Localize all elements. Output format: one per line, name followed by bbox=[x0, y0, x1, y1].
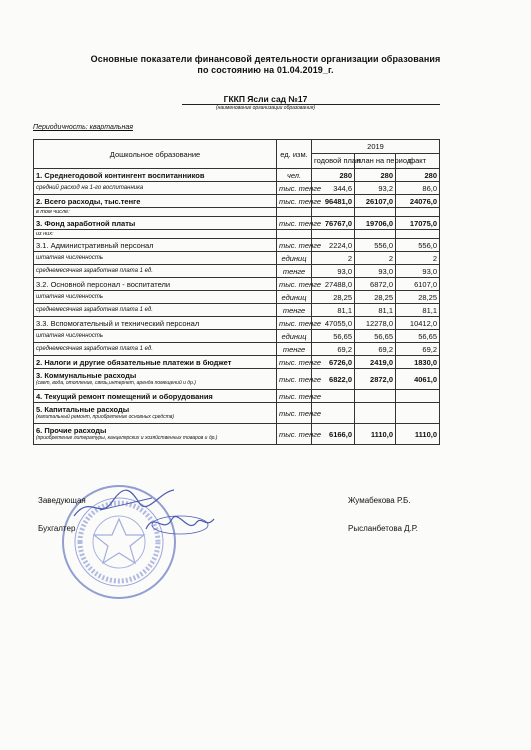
row-note: (капитальный ремонт, приобретение основных средств) bbox=[36, 414, 175, 420]
row-fact: 28,25 bbox=[396, 291, 440, 304]
table-row bbox=[34, 291, 440, 304]
row-plan-period: 12278,0 bbox=[355, 317, 396, 330]
row-unit: тенге bbox=[277, 304, 312, 317]
row-name: в том числе: bbox=[36, 209, 70, 215]
accountant-label: Бухгалтер bbox=[38, 524, 76, 533]
row-plan-year: 96481,0 bbox=[312, 195, 355, 208]
row-unit: единиц bbox=[277, 252, 312, 265]
row-plan-year: 56,65 bbox=[312, 330, 355, 343]
table-row bbox=[34, 317, 440, 330]
row-plan-period: 28,25 bbox=[355, 291, 396, 304]
row-name-cell bbox=[34, 230, 277, 239]
row-unit: тыс. тенге bbox=[277, 424, 312, 445]
row-unit: тенге bbox=[277, 343, 312, 356]
row-plan-year bbox=[312, 208, 355, 217]
row-name-cell bbox=[34, 317, 277, 330]
row-plan-period: 81,1 bbox=[355, 304, 396, 317]
row-plan-period: 26107,0 bbox=[355, 195, 396, 208]
row-plan-year: 28,25 bbox=[312, 291, 355, 304]
row-unit: тыс. тенге bbox=[277, 390, 312, 403]
row-name-cell bbox=[34, 424, 277, 445]
row-name-cell bbox=[34, 390, 277, 403]
row-plan-year bbox=[312, 230, 355, 239]
row-fact: 280 bbox=[396, 169, 440, 182]
organization-name: ГККП Ясли сад №17 bbox=[223, 94, 308, 104]
row-plan-period bbox=[355, 403, 396, 424]
table-row bbox=[34, 169, 440, 182]
row-name-cell bbox=[34, 182, 277, 195]
table-row bbox=[34, 356, 440, 369]
row-unit: тыс. тенге bbox=[277, 317, 312, 330]
header-name: Дошкольное образование bbox=[34, 140, 277, 169]
row-unit: тыс. тенге bbox=[277, 239, 312, 252]
header-plan-period: план на период bbox=[355, 153, 396, 168]
row-unit bbox=[277, 208, 312, 217]
row-plan-year: 6822,0 bbox=[312, 369, 355, 390]
row-name-cell bbox=[34, 265, 277, 278]
row-plan-year: 280 bbox=[312, 169, 355, 182]
row-plan-period: 556,0 bbox=[355, 239, 396, 252]
row-name-cell bbox=[34, 291, 277, 304]
row-name: штатная численность bbox=[36, 293, 104, 300]
row-name-cell bbox=[34, 208, 277, 217]
row-unit: тыс. тенге bbox=[277, 182, 312, 195]
row-name: средний расход на 1-го воспитанника bbox=[36, 184, 144, 191]
header-plan-year: годовой план bbox=[312, 153, 355, 168]
row-plan-period: 2 bbox=[355, 252, 396, 265]
row-name: штатная численность bbox=[36, 254, 104, 261]
row-plan-year: 81,1 bbox=[312, 304, 355, 317]
row-unit: тыс. тенге bbox=[277, 278, 312, 291]
row-fact: 6107,0 bbox=[396, 278, 440, 291]
row-fact: 4061,0 bbox=[396, 369, 440, 390]
row-name-cell bbox=[34, 304, 277, 317]
organization-note: (наименование организации образования) bbox=[215, 105, 316, 111]
row-plan-period bbox=[355, 230, 396, 239]
row-plan-year: 76767,0 bbox=[312, 217, 355, 230]
row-name-cell bbox=[34, 239, 277, 252]
row-name-cell bbox=[34, 369, 277, 390]
row-fact: 56,65 bbox=[396, 330, 440, 343]
row-name: 5. Капитальные расходы bbox=[36, 405, 130, 414]
row-plan-period bbox=[355, 208, 396, 217]
row-fact bbox=[396, 208, 440, 217]
table-row bbox=[34, 390, 440, 403]
row-fact: 86,0 bbox=[396, 182, 440, 195]
table-body bbox=[34, 169, 440, 445]
row-plan-period: 6872,0 bbox=[355, 278, 396, 291]
table-row bbox=[34, 369, 440, 390]
row-name: 3. Фонд заработной платы bbox=[36, 218, 136, 228]
accountant-name: Рысланбетова Д.Р. bbox=[348, 524, 418, 533]
table-row bbox=[34, 230, 440, 239]
row-name-cell bbox=[34, 403, 277, 424]
row-name-cell bbox=[34, 217, 277, 230]
row-plan-period: 2872,0 bbox=[355, 369, 396, 390]
row-plan-year: 6726,0 bbox=[312, 356, 355, 369]
row-plan-year: 344,6 bbox=[312, 182, 355, 195]
table-row bbox=[34, 252, 440, 265]
row-unit: тенге bbox=[277, 265, 312, 278]
row-unit bbox=[277, 230, 312, 239]
header-unit: ед. изм. bbox=[277, 140, 312, 169]
accountant-signature-icon bbox=[140, 505, 220, 539]
row-name: из них: bbox=[36, 231, 54, 237]
row-name-cell bbox=[34, 343, 277, 356]
head-label: Заведующая bbox=[38, 496, 86, 505]
row-name: 3.3. Вспомогательный и технический персонал bbox=[36, 318, 200, 328]
row-plan-year: 27488,0 bbox=[312, 278, 355, 291]
row-name: 3. Коммунальные расходы bbox=[36, 371, 137, 380]
financial-indicators-table bbox=[33, 139, 440, 445]
table-row bbox=[34, 278, 440, 291]
row-name: 4. Текущий ремонт помещений и оборудования bbox=[36, 391, 213, 401]
row-plan-period: 19706,0 bbox=[355, 217, 396, 230]
row-name: среднемесячная заработная плата 1 ед. bbox=[36, 345, 153, 352]
row-fact: 24076,0 bbox=[396, 195, 440, 208]
row-plan-period: 56,65 bbox=[355, 330, 396, 343]
row-name-cell bbox=[34, 252, 277, 265]
row-name: среднемесячная заработная плата 1 ед. bbox=[36, 306, 153, 313]
table-row bbox=[34, 330, 440, 343]
head-name: Жумабекова Р.Б. bbox=[348, 496, 411, 505]
document-title-line2: по состоянию на 01.04.2019_г. bbox=[197, 65, 334, 75]
row-name-cell bbox=[34, 330, 277, 343]
row-name-cell bbox=[34, 195, 277, 208]
table-header-row-1 bbox=[34, 140, 440, 154]
row-name: среднемесячная заработная плата 1 ед. bbox=[36, 267, 153, 274]
row-fact: 556,0 bbox=[396, 239, 440, 252]
row-name: 2. Всего расходы, тыс.тенге bbox=[36, 196, 141, 206]
row-unit: тыс. тенге bbox=[277, 195, 312, 208]
row-name: штатная численность bbox=[36, 332, 104, 339]
row-unit: тыс. тенге bbox=[277, 217, 312, 230]
row-plan-year: 2 bbox=[312, 252, 355, 265]
row-unit: чел. bbox=[277, 169, 312, 182]
table-row bbox=[34, 195, 440, 208]
row-name-cell bbox=[34, 356, 277, 369]
row-name-cell bbox=[34, 169, 277, 182]
row-plan-year: 69,2 bbox=[312, 343, 355, 356]
table-row bbox=[34, 403, 440, 424]
header-fact: факт bbox=[396, 153, 440, 168]
row-plan-period: 93,2 bbox=[355, 182, 396, 195]
row-plan-period: 69,2 bbox=[355, 343, 396, 356]
row-fact: 81,1 bbox=[396, 304, 440, 317]
row-fact: 93,0 bbox=[396, 265, 440, 278]
document-title-line1: Основные показатели финансовой деятельности организации образования bbox=[90, 54, 441, 64]
row-unit: тыс. тенге bbox=[277, 369, 312, 390]
row-plan-period: 1110,0 bbox=[355, 424, 396, 445]
row-plan-year: 93,0 bbox=[312, 265, 355, 278]
row-name: 3.2. Основной персонал - воспитатели bbox=[36, 279, 171, 289]
row-plan-year: 47055,0 bbox=[312, 317, 355, 330]
table-row bbox=[34, 208, 440, 217]
row-fact: 17075,0 bbox=[396, 217, 440, 230]
row-name: 3.1. Административный персонал bbox=[36, 240, 154, 250]
row-fact: 69,2 bbox=[396, 343, 440, 356]
table-row bbox=[34, 424, 440, 445]
table-row bbox=[34, 304, 440, 317]
table-row bbox=[34, 239, 440, 252]
row-name: 2. Налоги и другие обязательные платежи в бюджет bbox=[36, 357, 232, 367]
row-name-cell bbox=[34, 278, 277, 291]
row-fact bbox=[396, 230, 440, 239]
row-fact bbox=[396, 390, 440, 403]
row-name: 1. Среднегодовой контингент воспитанников bbox=[36, 170, 205, 180]
row-fact bbox=[396, 403, 440, 424]
row-note: (свет, вода, отопление, связь,интернет, аренда помещений и др.) bbox=[36, 380, 196, 386]
row-plan-period bbox=[355, 390, 396, 403]
row-unit: единиц bbox=[277, 330, 312, 343]
row-plan-year: 6166,0 bbox=[312, 424, 355, 445]
header-year: 2019 bbox=[312, 140, 440, 154]
row-plan-period: 2419,0 bbox=[355, 356, 396, 369]
row-fact: 10412,0 bbox=[396, 317, 440, 330]
row-unit: тыс. тенге bbox=[277, 356, 312, 369]
row-note: (приобретение литературы, канцелярских и хозяйственных товаров и др.) bbox=[36, 435, 218, 441]
table-row bbox=[34, 265, 440, 278]
periodicity-label: Периодичность: квартальная bbox=[33, 124, 133, 131]
row-name: 6. Прочие расходы bbox=[36, 426, 107, 435]
table-row bbox=[34, 217, 440, 230]
row-unit: единиц bbox=[277, 291, 312, 304]
row-plan-year: 2224,0 bbox=[312, 239, 355, 252]
row-plan-period: 280 bbox=[355, 169, 396, 182]
row-fact: 1830,0 bbox=[396, 356, 440, 369]
row-unit: тыс. тенге bbox=[277, 403, 312, 424]
row-fact: 1110,0 bbox=[396, 424, 440, 445]
row-plan-period: 93,0 bbox=[355, 265, 396, 278]
table-row bbox=[34, 182, 440, 195]
table-row bbox=[34, 343, 440, 356]
row-fact: 2 bbox=[396, 252, 440, 265]
